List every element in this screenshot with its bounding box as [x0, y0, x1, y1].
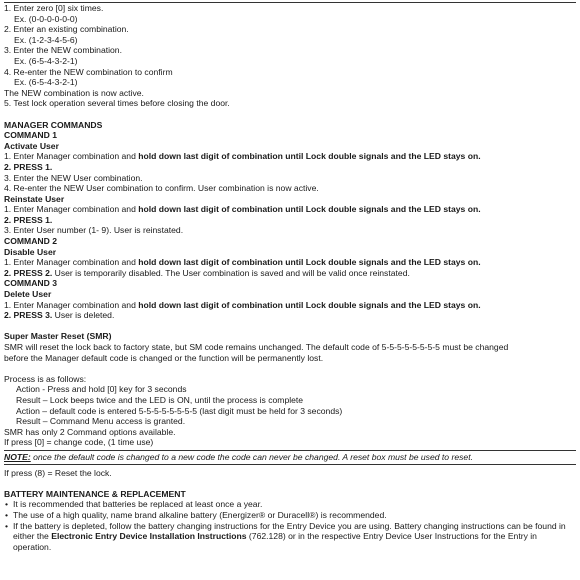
process-line: Action – default code is entered 5-5-5-5-5-5-5-5 (last digit must be held for 3 seconds)	[16, 405, 343, 416]
list-item: • The use of a high quality, name brand alkaline battery (Energizer® or Duracell®) is recommended.	[4, 510, 576, 521]
paragraph-line: If press [0] = change code, (1 time use)	[4, 437, 154, 448]
list-item	[4, 521, 576, 553]
step-emphasis: hold down last digit of combination until Lock double signals and the LED stays on.	[138, 257, 481, 268]
step-line: 3. Enter the NEW combination.	[4, 45, 122, 56]
paragraph-line: SMR will reset the lock back to factory state, but SM code remains unchanged. The default code of 5-5-5-5-5-5-5-5 must be changed	[4, 342, 509, 352]
list-text: If the battery is depleted, follow the battery changing instructions for the Entry Device you are using. Battery changing instructions can be found in either the	[13, 520, 566, 542]
process-line: Action - Press and hold [0] key for 3 seconds	[16, 384, 187, 395]
combination-steps	[4, 3, 576, 109]
example-line: Ex. (6-5-4-3-2-1)	[14, 55, 78, 66]
status-line: The NEW combination is now active.	[4, 87, 144, 98]
section-heading: Super Master Reset (SMR)	[4, 331, 112, 342]
step-line: 4. Re-enter the NEW combination to confirm	[4, 66, 173, 77]
subsection-heading: Reinstate User	[4, 193, 65, 204]
step-text: 1. Enter Manager combination and	[4, 204, 139, 215]
step-line: 5. Test lock operation several times before closing the door.	[4, 98, 230, 109]
paragraph-line: before the Manager default code is changed or the function will be permanently lost.	[4, 352, 324, 363]
step-emphasis: hold down last digit of combination until Lock double signals and the LED stays on.	[138, 204, 481, 215]
step-text: 1. Enter Manager combination and	[4, 151, 139, 162]
paragraph-line: Process is as follows:	[4, 373, 87, 384]
list-item: • It is recommended that batteries be replaced at least once a year.	[4, 499, 576, 510]
section-heading: MANAGER COMMANDS	[4, 119, 103, 130]
note-label: NOTE:	[4, 451, 31, 462]
step-line	[4, 300, 576, 311]
instruction-page	[4, 0, 576, 552]
step-line	[4, 268, 576, 279]
step-line	[4, 151, 576, 162]
step-line: 3. Enter User number (1- 9). User is reinstated.	[4, 225, 184, 236]
press-step: 2. PRESS 1.	[4, 214, 53, 225]
subsection-heading: Disable User	[4, 246, 57, 257]
step-text: User is temporarily disabled. The User combination is saved and will be valid once reinstated.	[52, 267, 410, 278]
smr-section	[4, 331, 576, 478]
note-box	[4, 450, 576, 465]
manager-commands	[4, 120, 576, 321]
subsection-heading: Activate User	[4, 140, 59, 151]
step-line: 3. Enter the NEW User combination.	[4, 172, 143, 183]
step-line	[4, 204, 576, 215]
note-text: once the default code is changed to a new code the code can never be changed. A reset box must be used to reset.	[30, 451, 473, 462]
battery-section	[4, 489, 576, 553]
step-line: 1. Enter zero [0] six times.	[4, 3, 104, 13]
press-step: 2. PRESS 1.	[4, 161, 53, 172]
document-title: Electronic Entry Device Installation Instructions	[51, 531, 247, 542]
process-line: Result – Command Menu access is granted.	[16, 416, 186, 427]
paragraph-line: If press (8) = Reset the lock.	[4, 467, 112, 478]
step-line: 2. Enter an existing combination.	[4, 24, 129, 35]
command-heading: COMMAND 3	[4, 278, 57, 289]
section-heading: BATTERY MAINTENANCE & REPLACEMENT	[4, 488, 186, 499]
step-emphasis: hold down last digit of combination until Lock double signals and the LED stays on.	[138, 299, 481, 310]
example-line: Ex. (0-0-0-0-0-0)	[14, 13, 78, 24]
step-text: User is deleted.	[52, 310, 115, 321]
process-line: Result – Lock beeps twice and the LED is ON, until the process is complete	[16, 394, 304, 405]
step-text: 1. Enter Manager combination and	[4, 257, 139, 268]
paragraph-line: SMR has only 2 Command options available.	[4, 426, 176, 437]
example-line: Ex. (6-5-4-3-2-1)	[14, 77, 78, 88]
command-heading: COMMAND 1	[4, 130, 57, 141]
list-text: (762.128) or in the respective Entry Device User Instructions for the Entry in operation.	[13, 531, 537, 552]
example-line: Ex. (1-2-3-4-5-6)	[14, 34, 78, 45]
step-line	[4, 257, 576, 268]
step-emphasis: hold down last digit of combination until Lock double signals and the LED stays on.	[138, 151, 481, 162]
step-text: 1. Enter Manager combination and	[4, 299, 139, 310]
step-line: 4. Re-enter the NEW User combination to confirm. User combination is now active.	[4, 183, 319, 194]
step-line	[4, 310, 576, 321]
press-step: 2. PRESS 2.	[4, 267, 53, 278]
command-heading: COMMAND 2	[4, 236, 57, 247]
press-step: 2. PRESS 3.	[4, 310, 53, 321]
subsection-heading: Delete User	[4, 289, 52, 300]
